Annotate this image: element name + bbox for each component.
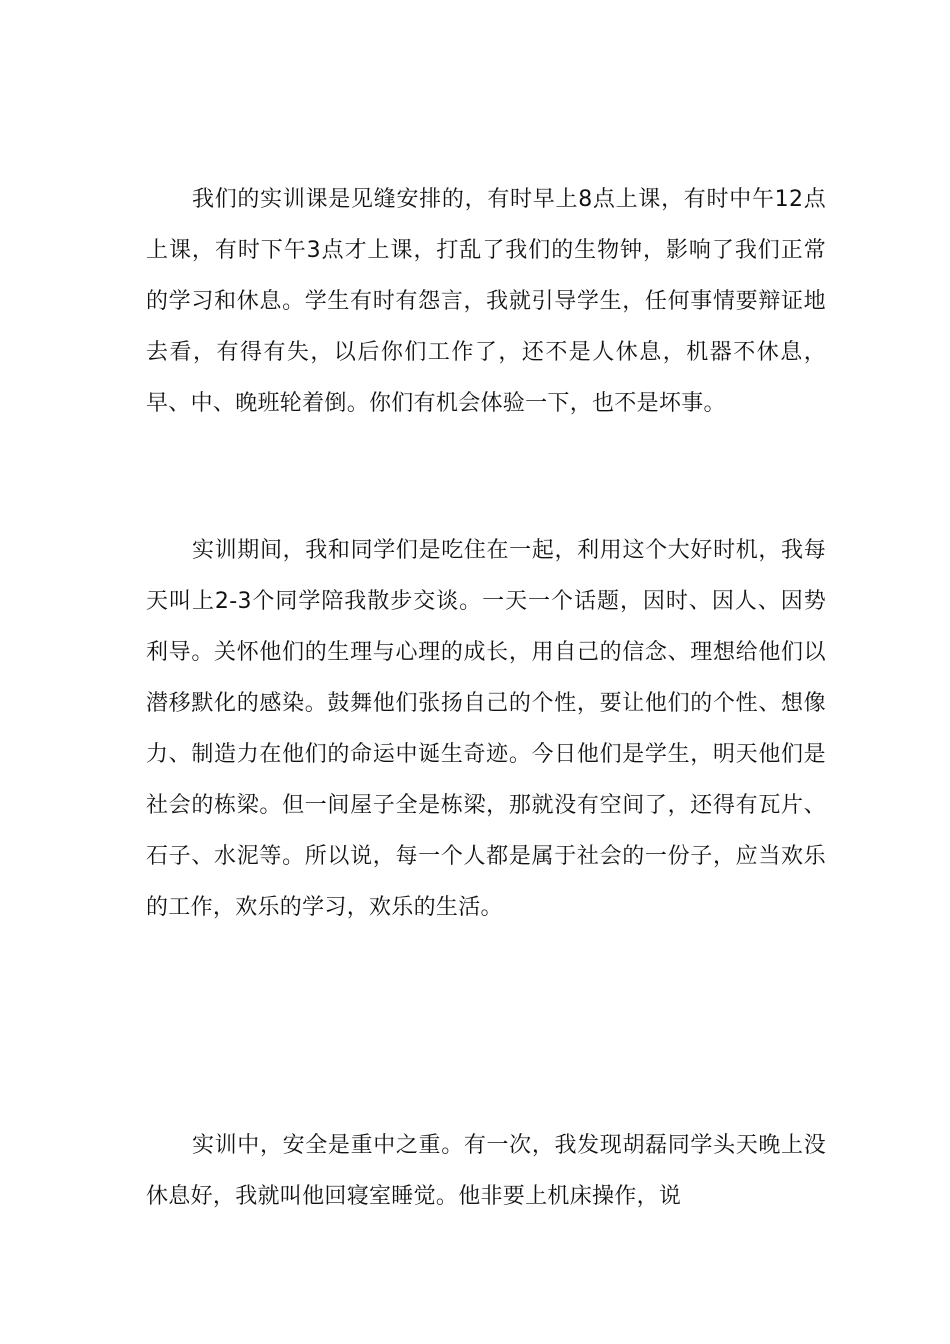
paragraph-safety: 实训中，安全是重中之重。有一次，我发现胡磊同学头天晚上没休息好，我就叫他回寝室睡觉。他非要上机床操作，说: [146, 1133, 826, 1209]
paragraph-training-period: 实训期间，我和同学们是吃住在一起，利用这个大好时机，我每天叫上2-3个同学陪我散步交谈。一天一个话题，因时、因人、因势利导。关怀他们的生理与心理的成长，用自己的信念、理想给他们以潜移默化的感染。鼓舞他们张扬自己的个性，要让他们的个性、想像力、制造力在他们的命运中诞生奇迹。今日他们是学生，明天他们是社会的栋梁。但一间屋子全是栋梁，那就没有空间了，还得有瓦片、石子、水泥等。所以说，每一个人都是属于社会的一份子，应当欢乐的工作，欢乐的学习，欢乐的生活。: [146, 538, 826, 920]
paragraph-schedule: 我们的实训课是见缝安排的，有时早上8点上课，有时中午12点上课，有时下午3点才上课，打乱了我们的生物钟，影响了我们正常的学习和休息。学生有时有怨言，我就引导学生，任何事情要辩证地去看，有得有失，以后你们工作了，还不是人休息，机器不休息，早、中、晚班轮着倒。你们有机会体验一下，也不是坏事。: [146, 187, 826, 416]
